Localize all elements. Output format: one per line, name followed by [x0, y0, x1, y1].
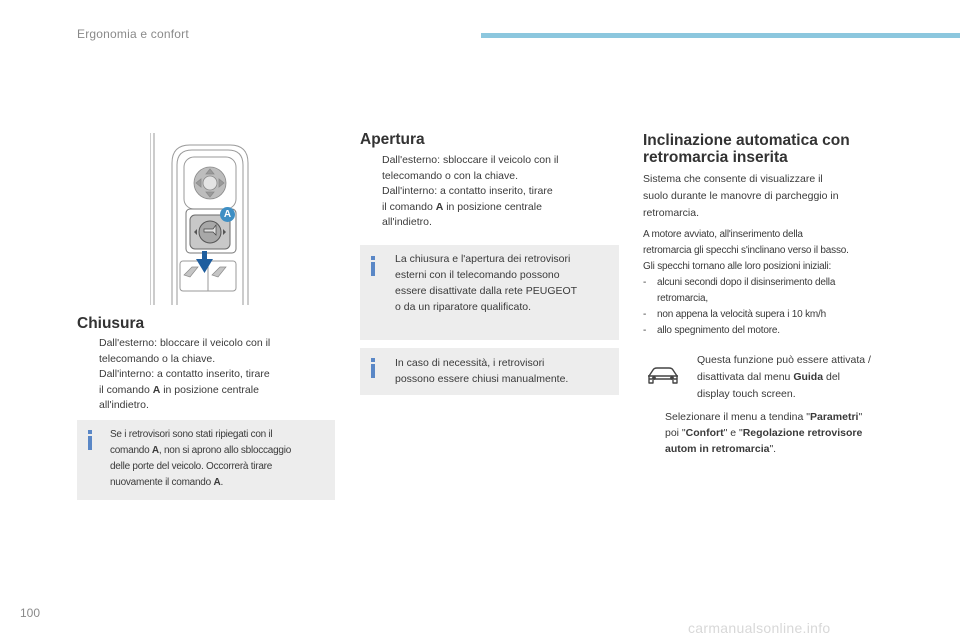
item-text: Dall'interno: a contatto inserito, tirare — [99, 368, 270, 380]
watermark-text: carmanualsonline.info — [688, 620, 831, 636]
note-text: delle porte del veicolo. Occorrerà tirare — [110, 461, 273, 472]
item-text: allo spegnimento del motore. — [657, 325, 780, 336]
item-text: all'indietro. — [99, 399, 149, 411]
item-text: Dall'interno: a contatto inserito, tirare — [382, 185, 553, 197]
item-text: ". — [769, 443, 777, 455]
dash-bullet: - — [643, 277, 647, 288]
item-text: Dall'esterno: sbloccare il veicolo con il — [382, 154, 559, 166]
item-text: poi " — [665, 427, 686, 439]
callout-a-badge: A — [220, 207, 235, 222]
item-text: non appena la velocità supera i 10 km/h — [657, 309, 826, 320]
info-icon — [87, 430, 97, 450]
inclinazione-intro — [643, 171, 918, 222]
dash-bullet: - — [643, 309, 647, 320]
item-text: telecomando o con la chiave. — [382, 169, 519, 182]
inclinazione-details — [643, 227, 928, 339]
chiusura-heading: Chiusura — [77, 315, 145, 332]
note-text: Se i retrovisori sono stati ripiegati con il — [110, 429, 273, 440]
door-panel-drawing — [150, 133, 258, 305]
info-icon — [370, 358, 380, 378]
paragraph-line: Sistema che consente di visualizzare il — [643, 173, 823, 185]
control-label: A — [213, 477, 221, 488]
apertura-note-box — [360, 245, 619, 340]
paragraph-line: del — [823, 371, 841, 383]
note-text: In caso di necessità, i retrovisori — [395, 357, 545, 369]
item-text: il comando — [382, 200, 436, 213]
menu-name: Guida — [793, 371, 824, 383]
item-text: " e " — [723, 427, 743, 439]
menu-name: autom in retromarcia — [665, 443, 770, 455]
apertura-list — [360, 153, 615, 231]
menu-name: Confort — [685, 427, 724, 439]
section-title: Ergonomia e confort — [77, 27, 189, 41]
note-text: comando — [110, 445, 152, 456]
paragraph-line: retromarcia. — [643, 207, 700, 219]
page-number: 100 — [20, 606, 41, 620]
list-item — [360, 184, 615, 231]
chiusura-note-box — [77, 420, 335, 500]
menu-name: Regolazione retrovisore — [742, 427, 863, 439]
list-item — [643, 307, 928, 323]
paragraph-line: retromarcia gli specchi s'inclinano verso il basso. — [643, 245, 849, 256]
item-text: Selezionare il menu a tendina " — [665, 411, 810, 423]
note-text: La chiusura e l'apertura dei retrovisori — [395, 253, 571, 265]
header-accent-bar — [481, 33, 960, 38]
chiusura-list — [77, 336, 327, 414]
item-text: retromarcia, — [657, 293, 708, 304]
list-item — [77, 367, 327, 414]
dash-bullet: - — [643, 325, 647, 336]
select-instruction — [643, 409, 935, 457]
paragraph-line: A motore avviato, all'inserimento della — [643, 229, 803, 240]
heading-line: Inclinazione automatica con — [643, 132, 850, 149]
note-text: essere disattivate dalla rete PEUGEOT — [395, 285, 578, 297]
item-text: " — [858, 411, 863, 423]
item-text: in posizione centrale — [443, 200, 542, 213]
note-text: nuovamente il comando — [110, 477, 214, 488]
info-icon — [370, 256, 380, 276]
list-item — [643, 275, 928, 307]
item-text: Dall'esterno: bloccare il veicolo con il — [99, 337, 271, 349]
paragraph-line: disattivata dal menu — [697, 371, 794, 383]
list-item — [360, 153, 615, 184]
mirror-control-illustration — [150, 133, 258, 305]
paragraph-line: suolo durante le manovre di parcheggio in — [643, 190, 839, 202]
note-text: . — [220, 477, 223, 488]
item-text: il comando — [99, 383, 153, 396]
control-label: A — [151, 445, 159, 456]
control-label: A — [152, 383, 161, 396]
item-text: in posizione centrale — [160, 383, 259, 396]
inclinazione-heading — [643, 132, 850, 166]
feature-text — [697, 352, 922, 403]
paragraph-line: display touch screen. — [697, 388, 796, 400]
item-text: all'indietro. — [382, 216, 432, 228]
note-text: , non si aprono allo sbloccaggio — [158, 445, 291, 456]
control-label: A — [435, 200, 444, 213]
note-text: possono essere chiusi manualmente. — [395, 373, 569, 385]
item-text: telecomando o la chiave. — [99, 352, 216, 365]
apertura-manual-note-box — [360, 348, 619, 395]
note-text: o da un riparatore qualificato. — [395, 301, 532, 313]
paragraph-line: Gli specchi tornano alle loro posizioni iniziali: — [643, 261, 832, 272]
note-text: esterni con il telecomando possono — [395, 269, 560, 281]
paragraph-line: Questa funzione può essere attivata / — [697, 354, 871, 366]
list-item — [77, 336, 327, 367]
item-text: alcuni secondi dopo il disinserimento della — [657, 277, 836, 288]
menu-name: Parametri — [810, 411, 859, 423]
list-item — [643, 323, 928, 339]
apertura-heading: Apertura — [360, 131, 425, 148]
car-settings-icon — [646, 365, 680, 387]
heading-line: retromarcia inserita — [643, 149, 788, 166]
